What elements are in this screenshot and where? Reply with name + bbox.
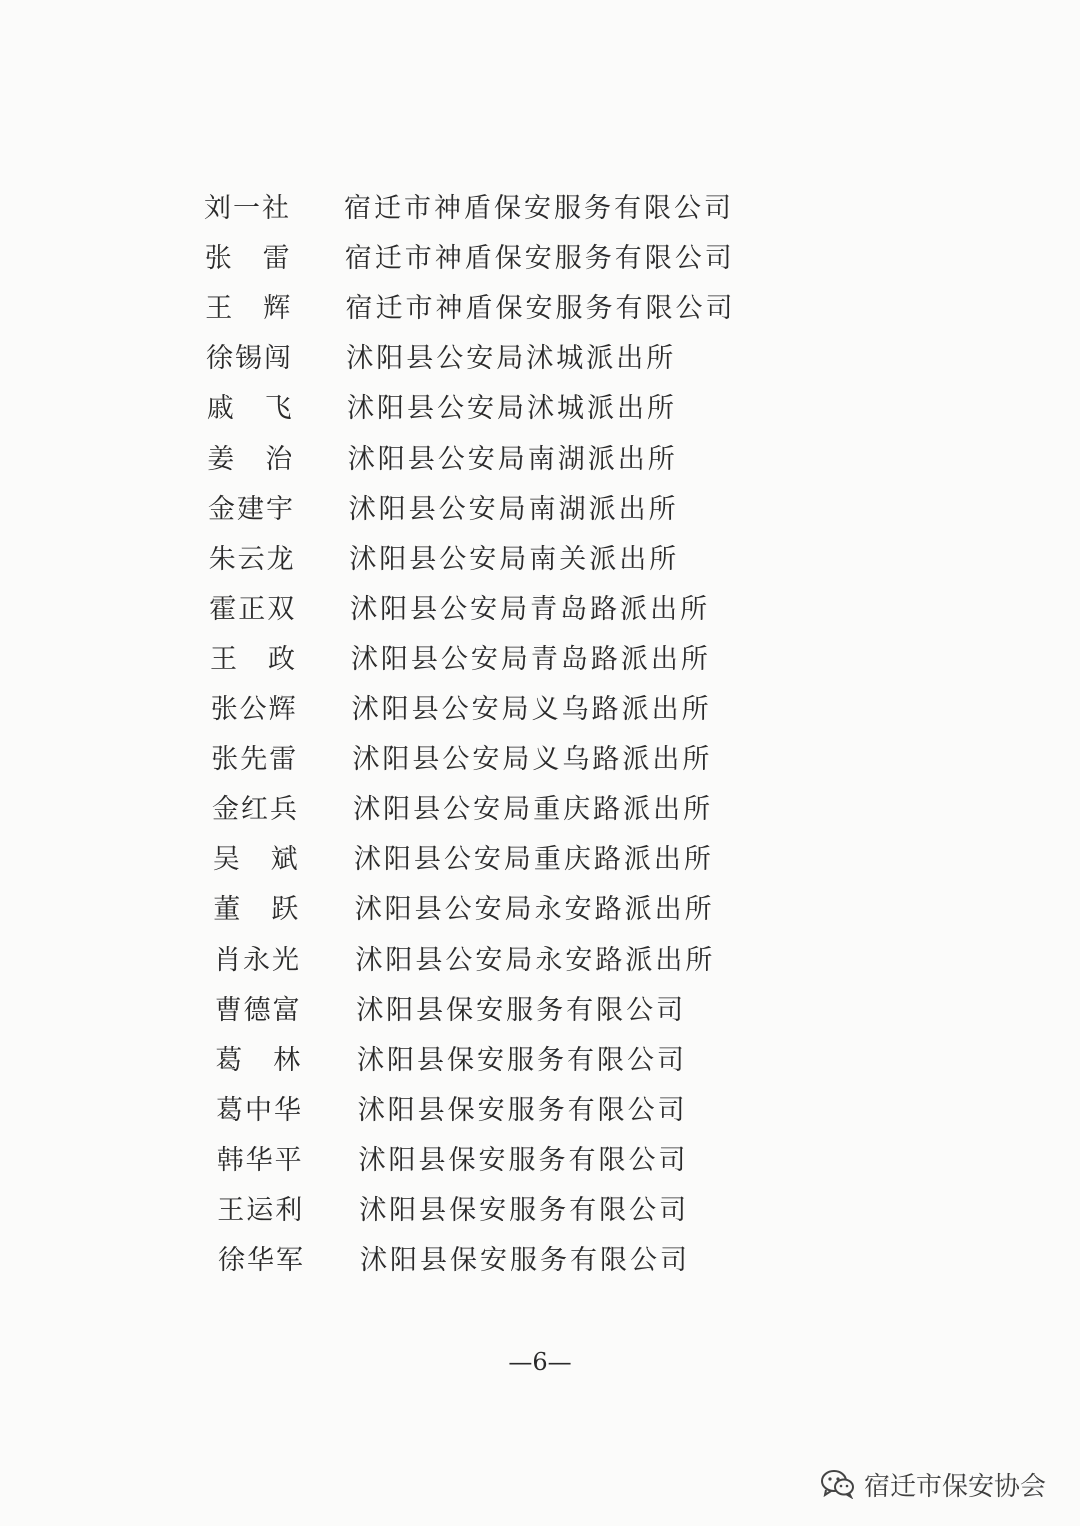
person-name: 韩华平 — [216, 1145, 304, 1176]
work-unit: 沭阳县公安局沭城派出所 — [347, 393, 677, 424]
work-unit: 沭阳县公安局义乌路派出所 — [351, 694, 712, 725]
list-item — [0, 485, 1080, 535]
work-unit: 沭阳县公安局南关派出所 — [349, 544, 680, 575]
list-item — [0, 284, 1080, 334]
person-name: 葛中华 — [216, 1095, 303, 1126]
person-name: 金建宇 — [208, 494, 295, 525]
person-name: 葛 林 — [215, 1045, 303, 1076]
work-unit: 沭阳县公安局南湖派出所 — [348, 494, 679, 525]
list-item — [0, 685, 1080, 735]
person-name: 戚 飞 — [206, 393, 294, 424]
work-unit: 沭阳县公安局永安路派出所 — [355, 945, 716, 976]
list-item — [0, 234, 1080, 284]
list-item — [0, 1186, 1080, 1236]
work-unit: 宿迁市神盾保安服务有限公司 — [345, 293, 736, 324]
work-unit: 沭阳县保安服务有限公司 — [357, 1095, 688, 1126]
person-name: 肖永光 — [214, 945, 301, 976]
list-item — [0, 334, 1080, 384]
list-item — [0, 635, 1080, 685]
list-item — [0, 936, 1080, 986]
work-unit: 沭阳县保安服务有限公司 — [356, 995, 687, 1026]
person-name: 张公辉 — [210, 694, 298, 725]
list-item — [0, 585, 1080, 635]
person-name: 王 辉 — [205, 293, 293, 324]
list-item — [0, 785, 1080, 835]
person-name: 姜 治 — [207, 444, 295, 475]
person-name: 徐华军 — [218, 1245, 305, 1276]
work-unit: 沭阳县公安局青岛路派出所 — [350, 594, 711, 625]
list-item — [0, 1136, 1080, 1186]
work-unit: 沭阳县公安局南湖派出所 — [347, 444, 678, 475]
person-name: 徐锡闯 — [206, 343, 293, 374]
person-name: 金红兵 — [212, 794, 299, 825]
work-unit: 沭阳县公安局青岛路派出所 — [350, 644, 711, 675]
work-unit: 沭阳县公安局重庆路派出所 — [353, 844, 714, 875]
wechat-icon — [820, 1469, 856, 1499]
work-unit: 沭阳县公安局重庆路派出所 — [353, 794, 714, 825]
list-item — [0, 885, 1080, 935]
list-item — [0, 1236, 1080, 1286]
person-name: 朱云龙 — [208, 544, 296, 575]
person-name: 王运利 — [217, 1195, 305, 1226]
work-unit: 沭阳县公安局义乌路派出所 — [352, 744, 713, 775]
work-unit: 宿迁市神盾保安服务有限公司 — [344, 193, 734, 224]
work-unit: 沭阳县保安服务有限公司 — [360, 1245, 690, 1276]
list-item — [0, 535, 1080, 585]
list-item — [0, 435, 1080, 485]
list-item — [0, 1086, 1080, 1136]
list-item — [0, 384, 1080, 434]
list-item — [0, 835, 1080, 885]
list-item — [0, 1036, 1080, 1086]
work-unit: 沭阳县公安局沭城派出所 — [346, 343, 677, 374]
list-item — [0, 986, 1080, 1036]
work-unit: 沭阳县保安服务有限公司 — [358, 1145, 689, 1176]
person-name: 吴 斌 — [212, 844, 300, 875]
person-name: 张 雷 — [204, 243, 292, 274]
person-name: 张先雷 — [211, 744, 299, 775]
person-name: 霍正双 — [209, 594, 297, 625]
page-number: —6— — [508, 1348, 572, 1376]
person-name: 刘一社 — [204, 193, 291, 224]
work-unit: 沭阳县保安服务有限公司 — [359, 1195, 690, 1226]
person-name: 王 政 — [210, 644, 297, 675]
work-unit: 宿迁市神盾保安服务有限公司 — [344, 243, 735, 274]
work-unit: 沭阳县保安服务有限公司 — [357, 1045, 687, 1076]
person-name: 曹德富 — [214, 995, 302, 1026]
list-item — [0, 735, 1080, 785]
work-unit: 沭阳县公安局永安路派出所 — [354, 894, 715, 925]
person-name: 董 跃 — [213, 894, 301, 925]
watermark — [820, 1464, 1046, 1504]
watermark-text: 宿迁市保安协会 — [863, 1471, 1046, 1502]
list-item — [0, 184, 1080, 234]
